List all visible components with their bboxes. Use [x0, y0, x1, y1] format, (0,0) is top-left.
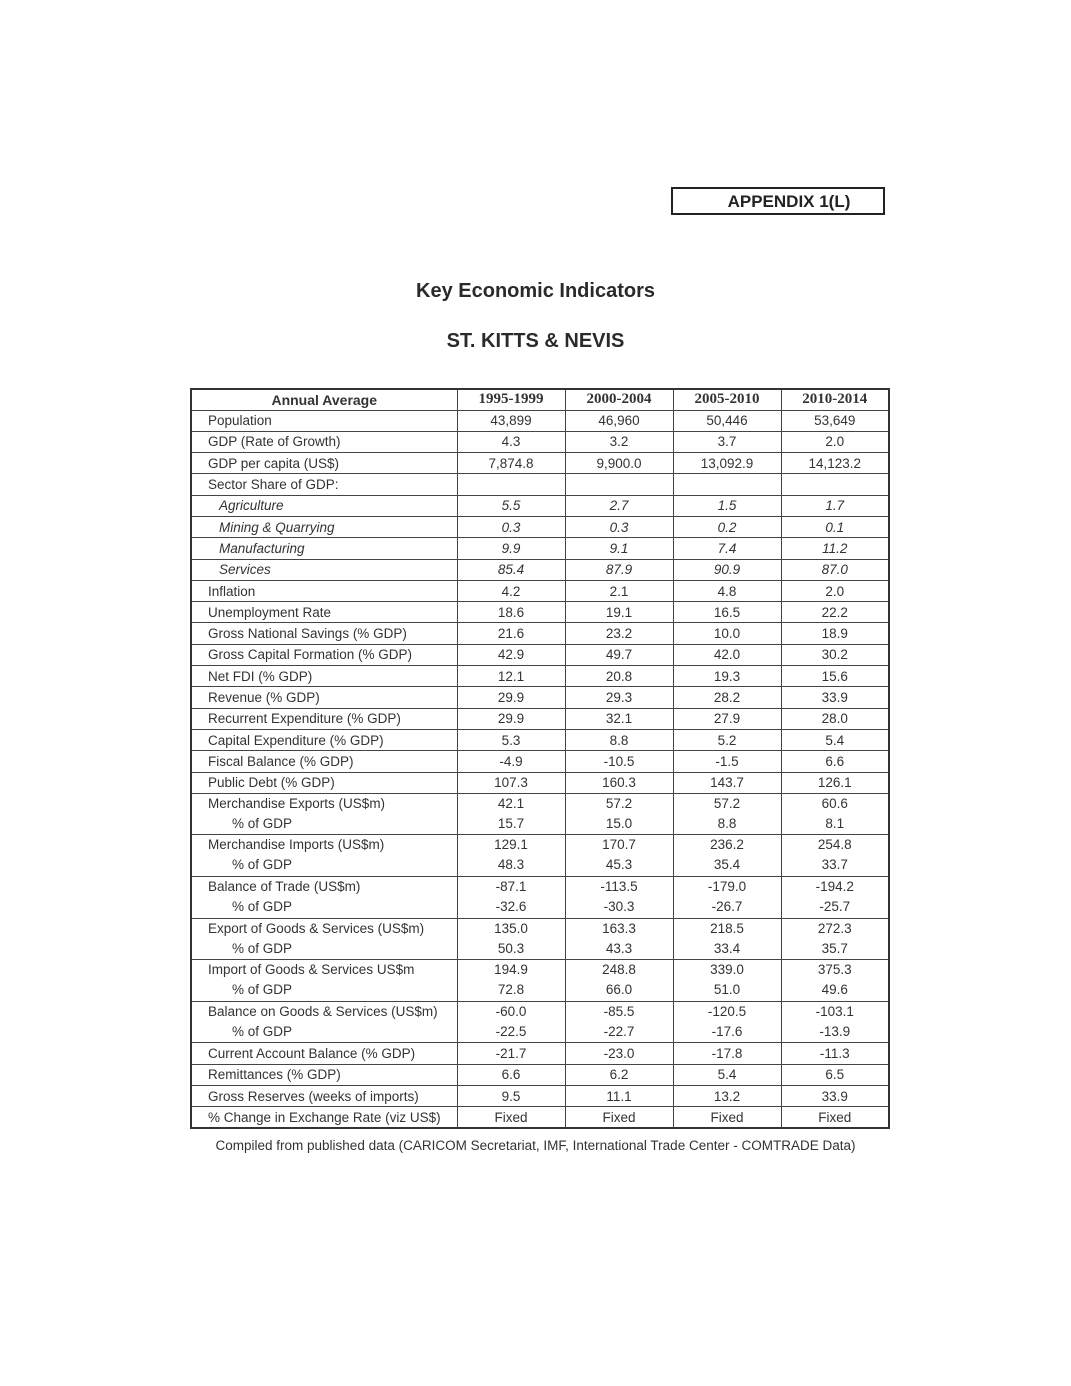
table-row [191, 729, 889, 750]
table-cell: Fixed [457, 1107, 565, 1128]
table-row [191, 1086, 889, 1107]
table-cell: 53,649 [781, 410, 889, 431]
table-cell: 9.1 [565, 538, 673, 559]
table-cell: 126.1 [781, 772, 889, 793]
row-label: Current Account Balance (% GDP) [191, 1043, 457, 1064]
table-cell: 5.4 [781, 729, 889, 750]
cell-value-sub: 15.0 [605, 815, 633, 831]
table-row [191, 580, 889, 601]
cell-value-sub: 45.3 [605, 857, 633, 873]
row-label-sub: % of GDP [232, 815, 293, 831]
indicators-table [190, 388, 890, 1129]
table-cell: 87.9 [565, 559, 673, 580]
table-cell: Fixed [781, 1107, 889, 1128]
table-cell: 1.7 [781, 495, 889, 516]
table-row [191, 835, 889, 877]
table-cell: 11.2 [781, 538, 889, 559]
table-row [191, 1043, 889, 1064]
cell-value-sub: -32.6 [495, 899, 527, 915]
cell-value-main: 135.0 [494, 920, 528, 936]
table-cell: 4.3 [457, 431, 565, 452]
table-row [191, 918, 889, 960]
cell-value-sub: 50.3 [497, 940, 525, 956]
cell-value-main: 57.2 [605, 795, 633, 811]
table-cell [457, 960, 565, 1002]
row-label: GDP per capita (US$) [191, 453, 457, 474]
table-cell: 29.9 [457, 687, 565, 708]
table-row [191, 474, 889, 495]
table-cell: -1.5 [673, 751, 781, 772]
table-cell: 6.6 [457, 1064, 565, 1085]
table-cell: 21.6 [457, 623, 565, 644]
table-cell: 9.5 [457, 1086, 565, 1107]
table-cell: 6.5 [781, 1064, 889, 1085]
row-label-sub: % of GDP [232, 1023, 293, 1039]
table-cell: -11.3 [781, 1043, 889, 1064]
cell-value-main: -179.0 [707, 879, 747, 895]
table-row [191, 410, 889, 431]
table-cell: 43,899 [457, 410, 565, 431]
table-cell [781, 793, 889, 835]
column-header-period: 2000-2004 [565, 389, 673, 410]
table-cell [457, 918, 565, 960]
table-cell: -21.7 [457, 1043, 565, 1064]
cell-value-main: 194.9 [494, 962, 528, 978]
table-cell: 2.7 [565, 495, 673, 516]
table-cell: 90.9 [673, 559, 781, 580]
table-row [191, 602, 889, 623]
table-row [191, 644, 889, 665]
table-cell: 107.3 [457, 772, 565, 793]
table-cell: 2.0 [781, 431, 889, 452]
table-cell: 2.1 [565, 580, 673, 601]
table-cell [457, 474, 565, 495]
row-label-main: Merchandise Imports (US$m) [208, 837, 385, 853]
table-cell [781, 1001, 889, 1043]
row-label: Mining & Quarrying [191, 516, 457, 537]
cell-value-main: 254.8 [817, 837, 852, 853]
table-cell: 6.2 [565, 1064, 673, 1085]
cell-value-main: 272.3 [817, 920, 852, 936]
cell-value-main: 218.5 [710, 920, 744, 936]
table-cell: 1.5 [673, 495, 781, 516]
cell-value-sub: 72.8 [497, 982, 525, 998]
table-cell [673, 793, 781, 835]
table-cell: 0.3 [565, 516, 673, 537]
table-cell: 10.0 [673, 623, 781, 644]
row-label: Capital Expenditure (% GDP) [191, 729, 457, 750]
cell-value-main: -60.0 [495, 1003, 527, 1019]
table-cell [673, 918, 781, 960]
table-cell: 12.1 [457, 666, 565, 687]
table-cell: 9,900.0 [565, 453, 673, 474]
cell-value-main: -113.5 [600, 879, 638, 895]
table-cell: 20.8 [565, 666, 673, 687]
table-row [191, 751, 889, 772]
cell-value-main: 129.1 [494, 837, 528, 853]
table-cell [457, 877, 565, 919]
table-cell: 6.6 [781, 751, 889, 772]
table-cell [673, 960, 781, 1002]
table-cell: 50,446 [673, 410, 781, 431]
table-cell: 7,874.8 [457, 453, 565, 474]
table-row [191, 687, 889, 708]
row-label [191, 835, 457, 877]
table-cell: 19.3 [673, 666, 781, 687]
table-cell: 33.9 [781, 1086, 889, 1107]
table-cell [565, 474, 673, 495]
table-cell: 28.0 [781, 708, 889, 729]
table-cell: 5.2 [673, 729, 781, 750]
cell-value-sub: 35.4 [713, 857, 741, 873]
table-cell: 5.4 [673, 1064, 781, 1085]
row-label [191, 877, 457, 919]
source-note: Compiled from published data (CARICOM Secretariat, IMF, International Trade Center - COMTRADE Data) [215, 1138, 856, 1153]
table-cell: 19.1 [565, 602, 673, 623]
table-cell: 29.3 [565, 687, 673, 708]
table-cell: 7.4 [673, 538, 781, 559]
cell-value-sub: 15.7 [497, 815, 525, 831]
table-cell [565, 960, 673, 1002]
table-cell: 22.2 [781, 602, 889, 623]
cell-value-sub: 35.7 [821, 940, 848, 956]
cell-value-sub: -13.9 [819, 1023, 851, 1039]
row-label [191, 918, 457, 960]
table-cell: 42.9 [457, 644, 565, 665]
table-cell: 8.8 [565, 729, 673, 750]
cell-value-main: -103.1 [815, 1003, 854, 1019]
cell-value-main: -85.5 [603, 1003, 635, 1019]
table-cell: 15.6 [781, 666, 889, 687]
appendix-label: APPENDIX 1(L) [671, 187, 885, 215]
cell-value-sub: -26.7 [711, 899, 743, 915]
row-label: Remittances (% GDP) [191, 1064, 457, 1085]
table-cell: Fixed [565, 1107, 673, 1128]
cell-value-main: 375.3 [817, 962, 852, 978]
table-cell: 32.1 [565, 708, 673, 729]
table-cell [565, 1001, 673, 1043]
cell-value-main: 60.6 [821, 795, 848, 811]
table-cell [781, 877, 889, 919]
cell-value-sub: 33.4 [713, 940, 741, 956]
table-cell: -4.9 [457, 751, 565, 772]
cell-value-main: -194.2 [815, 879, 854, 895]
row-label-sub: % of GDP [232, 857, 293, 873]
column-header-period: 2005-2010 [673, 389, 781, 410]
cell-value-sub: 43.3 [605, 940, 633, 956]
page-title: Key Economic Indicators [416, 280, 655, 302]
table-cell: 49.7 [565, 644, 673, 665]
row-label: Gross Reserves (weeks of imports) [191, 1086, 457, 1107]
table-cell: 27.9 [673, 708, 781, 729]
cell-value-sub: -17.6 [711, 1023, 743, 1039]
cell-value-main: 170.7 [602, 837, 636, 853]
table-cell: 16.5 [673, 602, 781, 623]
table-row [191, 516, 889, 537]
row-label: Unemployment Rate [191, 602, 457, 623]
cell-value-sub: 51.0 [713, 982, 741, 998]
cell-value-main: -87.1 [495, 879, 527, 895]
table-cell: 28.2 [673, 687, 781, 708]
table-cell [457, 835, 565, 877]
column-header-label: Annual Average [191, 389, 457, 410]
table-cell [565, 877, 673, 919]
table-cell [781, 835, 889, 877]
table-cell: 13,092.9 [673, 453, 781, 474]
cell-value-main: 339.0 [710, 962, 744, 978]
cell-value-sub: 8.1 [825, 815, 845, 831]
table-cell: 9.9 [457, 538, 565, 559]
table-cell: 5.3 [457, 729, 565, 750]
table-cell: 23.2 [565, 623, 673, 644]
cell-value-sub: 66.0 [605, 982, 633, 998]
cell-value-sub: 48.3 [497, 857, 525, 873]
table-cell: 87.0 [781, 559, 889, 580]
table-row [191, 453, 889, 474]
table-cell: 11.1 [565, 1086, 673, 1107]
table-cell: 29.9 [457, 708, 565, 729]
column-header-period: 2010-2014 [781, 389, 889, 410]
table-cell: 13.2 [673, 1086, 781, 1107]
table-cell: 33.9 [781, 687, 889, 708]
table-row [191, 772, 889, 793]
table-cell: 42.0 [673, 644, 781, 665]
row-label: Manufacturing [191, 538, 457, 559]
table-row [191, 559, 889, 580]
table-row [191, 793, 889, 835]
cell-value-sub: -25.7 [819, 899, 851, 915]
table-cell [673, 877, 781, 919]
cell-value-main: 163.3 [602, 920, 636, 936]
cell-value-sub: 49.6 [821, 982, 848, 998]
row-label: Public Debt (% GDP) [191, 772, 457, 793]
row-label: Sector Share of GDP: [191, 474, 457, 495]
table-row [191, 1064, 889, 1085]
table-cell: 18.9 [781, 623, 889, 644]
table-cell: 30.2 [781, 644, 889, 665]
cell-value-sub: -22.5 [495, 1023, 527, 1039]
cell-value-sub: 8.8 [717, 815, 737, 831]
table-cell: 143.7 [673, 772, 781, 793]
row-label-sub: % of GDP [232, 899, 293, 915]
row-label: Services [191, 559, 457, 580]
cell-value-main: -120.5 [707, 1003, 747, 1019]
row-label [191, 960, 457, 1002]
table-cell [565, 835, 673, 877]
cell-value-sub: -30.3 [603, 899, 635, 915]
table-cell [673, 474, 781, 495]
table-cell [457, 793, 565, 835]
table-cell: 46,960 [565, 410, 673, 431]
table-cell: -23.0 [565, 1043, 673, 1064]
row-label-main: Import of Goods & Services US$m [208, 962, 415, 978]
cell-value-main: 248.8 [602, 962, 636, 978]
table-cell [673, 1001, 781, 1043]
table-row [191, 495, 889, 516]
table-row [191, 1107, 889, 1128]
row-label: Population [191, 410, 457, 431]
table-cell: -10.5 [565, 751, 673, 772]
table-cell [781, 960, 889, 1002]
row-label: Recurrent Expenditure (% GDP) [191, 708, 457, 729]
row-label-sub: % of GDP [232, 982, 293, 998]
table-cell: 5.5 [457, 495, 565, 516]
table-cell [565, 793, 673, 835]
table-cell [565, 918, 673, 960]
table-row [191, 431, 889, 452]
table-cell: 4.8 [673, 580, 781, 601]
page-subtitle: ST. KITTS & NEVIS [446, 330, 625, 352]
row-label: Inflation [191, 580, 457, 601]
table-row [191, 623, 889, 644]
row-label [191, 1001, 457, 1043]
row-label: Fiscal Balance (% GDP) [191, 751, 457, 772]
cell-value-sub: 33.7 [821, 857, 848, 873]
row-label-main: Balance on Goods & Services (US$m) [208, 1003, 438, 1019]
row-label: Revenue (% GDP) [191, 687, 457, 708]
cell-value-main: 57.2 [713, 795, 741, 811]
table-cell [781, 918, 889, 960]
table-header-row [191, 389, 889, 410]
table-cell [781, 474, 889, 495]
cell-value-main: 236.2 [710, 837, 744, 853]
column-header-period: 1995-1999 [457, 389, 565, 410]
row-label [191, 793, 457, 835]
table-row [191, 538, 889, 559]
table-cell [457, 1001, 565, 1043]
table-row [191, 708, 889, 729]
row-label: Net FDI (% GDP) [191, 666, 457, 687]
cell-value-main: 42.1 [497, 795, 525, 811]
table-cell: 3.7 [673, 431, 781, 452]
table-cell: 14,123.2 [781, 453, 889, 474]
table-cell [673, 835, 781, 877]
table-cell: 0.1 [781, 516, 889, 537]
row-label-main: Balance of Trade (US$m) [208, 879, 361, 895]
table-body [191, 410, 889, 1128]
row-label-main: Merchandise Exports (US$m) [208, 795, 386, 811]
table-cell: 0.2 [673, 516, 781, 537]
row-label: Gross Capital Formation (% GDP) [191, 644, 457, 665]
table-cell: 0.3 [457, 516, 565, 537]
row-label: Gross National Savings (% GDP) [191, 623, 457, 644]
row-label: Agriculture [191, 495, 457, 516]
table-cell: -17.8 [673, 1043, 781, 1064]
table-row [191, 666, 889, 687]
table-cell: 160.3 [565, 772, 673, 793]
table-cell: 85.4 [457, 559, 565, 580]
table-cell: 3.2 [565, 431, 673, 452]
row-label: % Change in Exchange Rate (viz US$) [191, 1107, 457, 1128]
table-cell: 4.2 [457, 580, 565, 601]
cell-value-sub: -22.7 [603, 1023, 635, 1039]
table-row [191, 877, 889, 919]
table-cell: 18.6 [457, 602, 565, 623]
row-label-main: Export of Goods & Services (US$m) [208, 920, 425, 936]
table-row [191, 1001, 889, 1043]
table-cell: 2.0 [781, 580, 889, 601]
table-row [191, 960, 889, 1002]
row-label-sub: % of GDP [232, 940, 293, 956]
row-label: GDP (Rate of Growth) [191, 431, 457, 452]
table-cell: Fixed [673, 1107, 781, 1128]
